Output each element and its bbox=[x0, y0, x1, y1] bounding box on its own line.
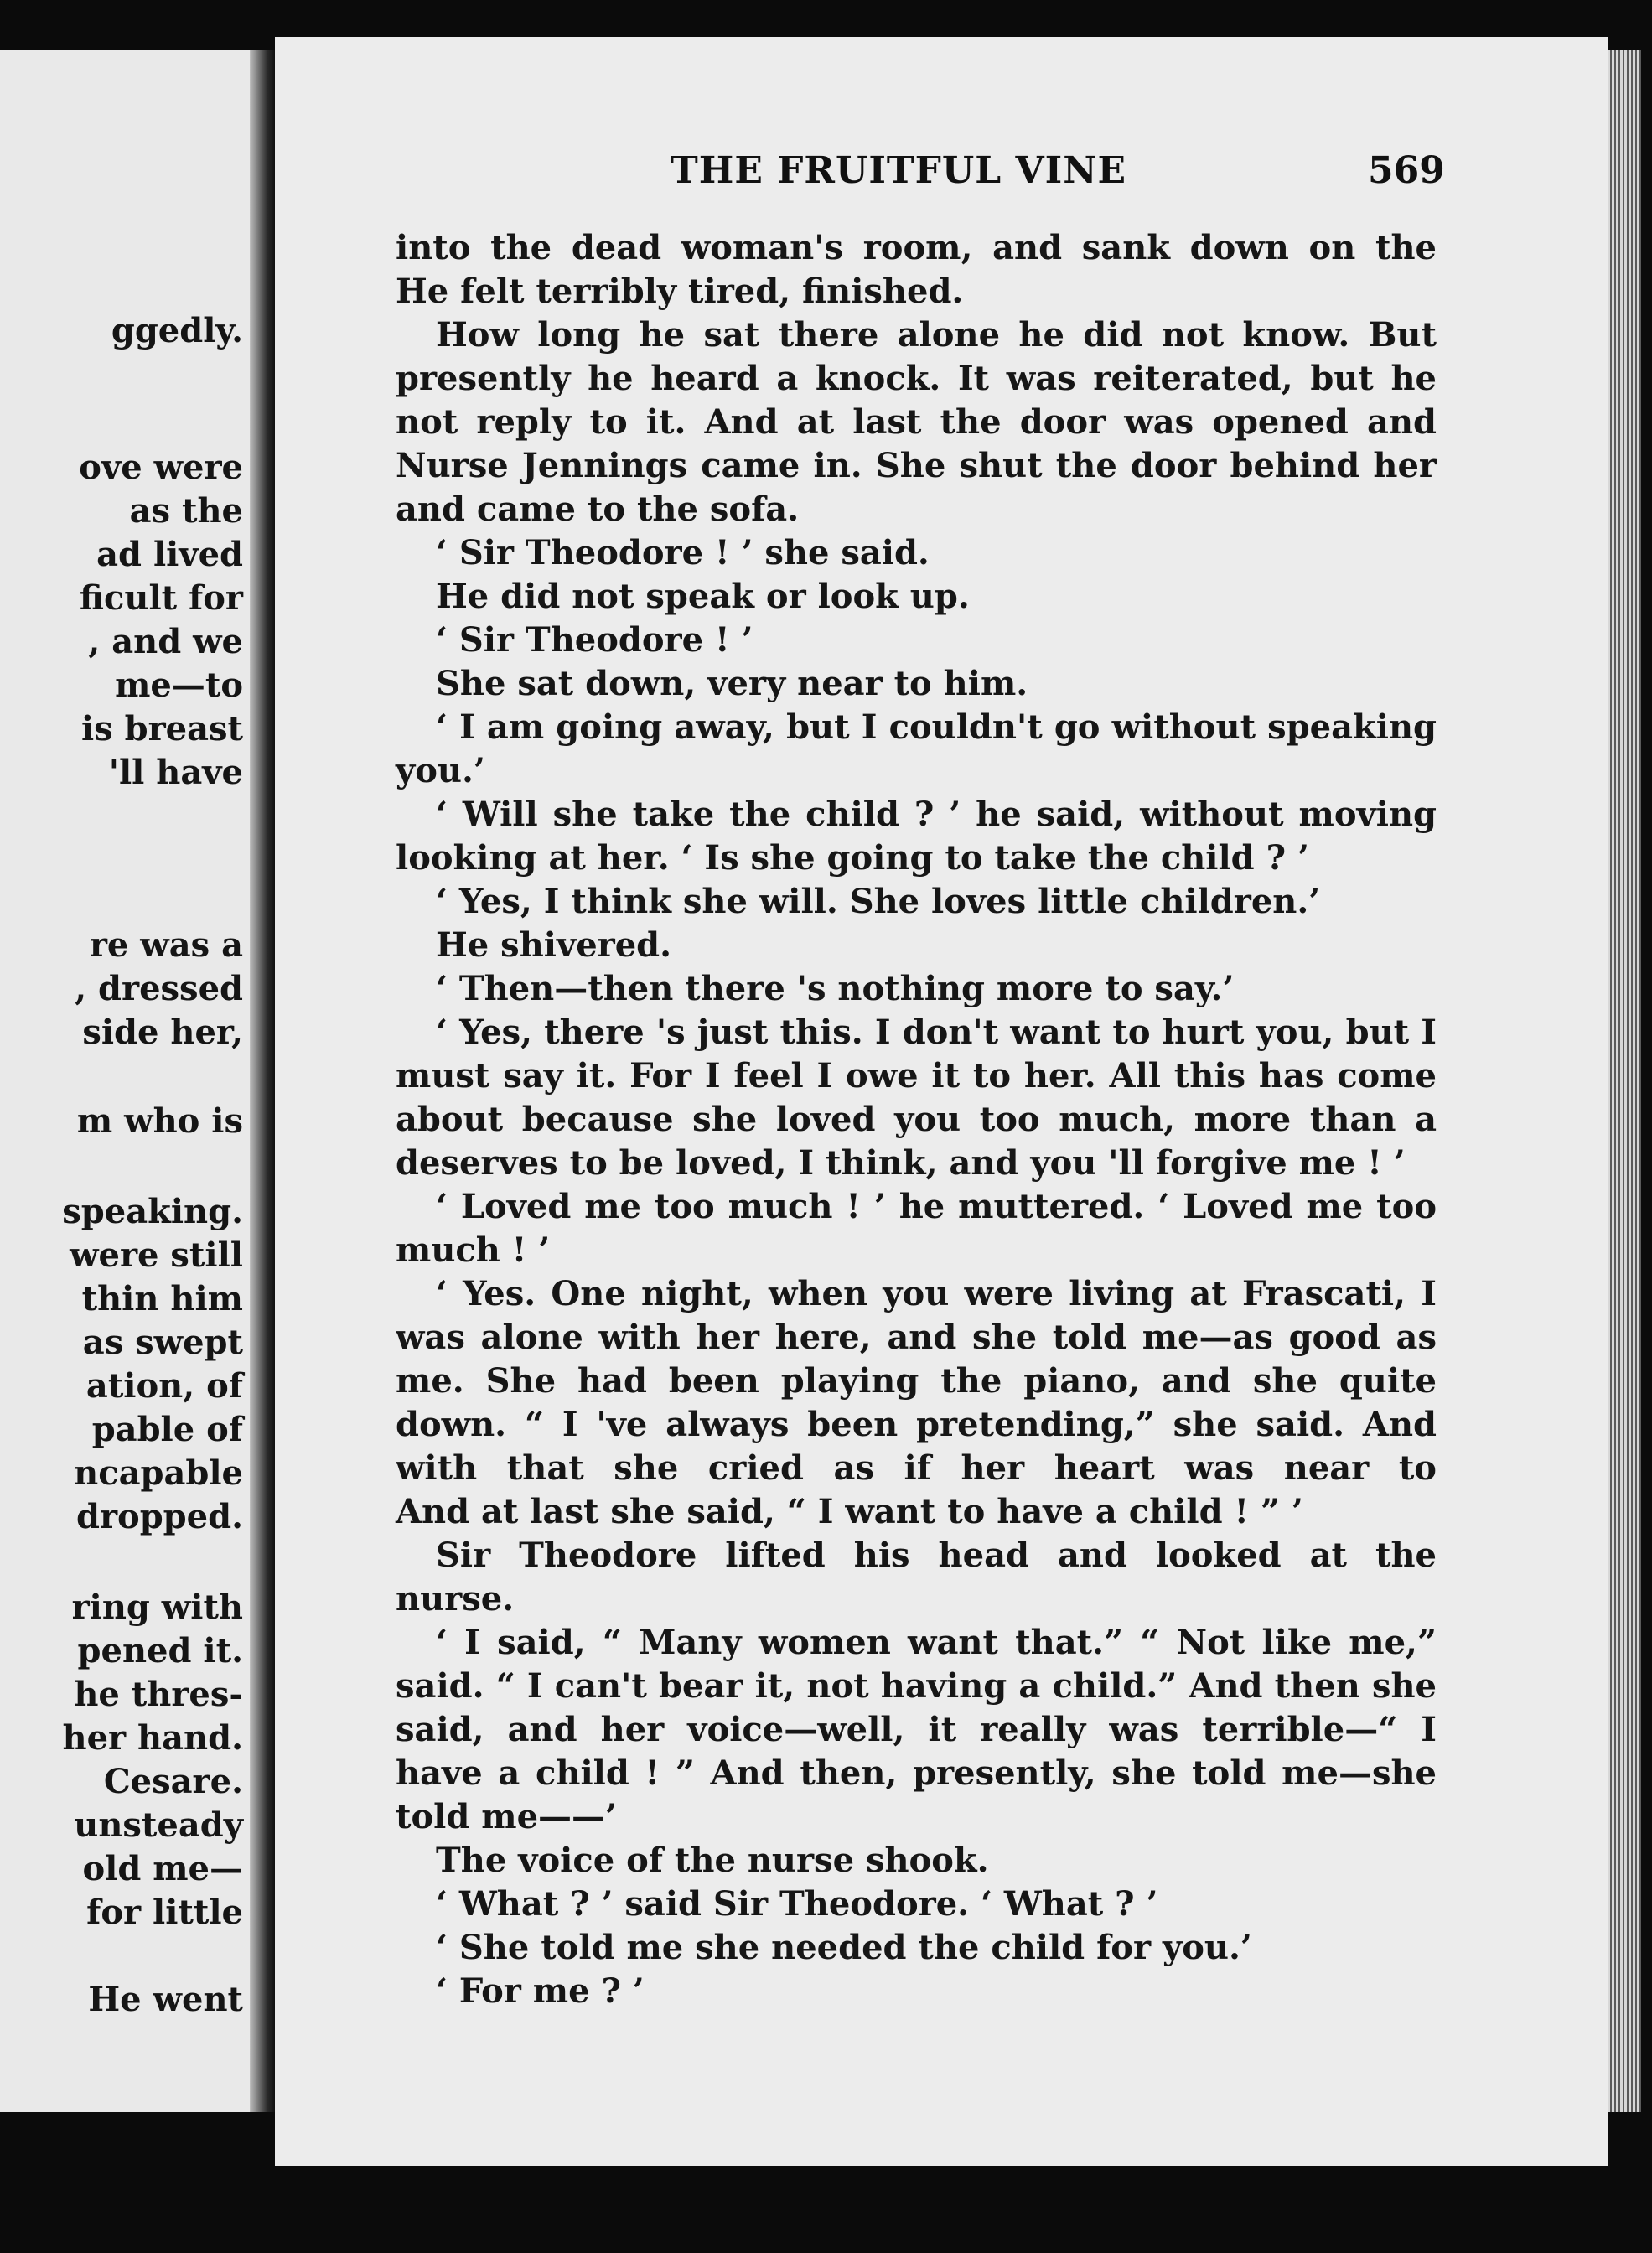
left-page-line: ad lived bbox=[96, 535, 243, 574]
text-line: presently he heard a knock. It was reiterated, but he bbox=[396, 359, 1437, 398]
left-page-line: as the bbox=[129, 491, 243, 531]
text-line: deserves to be loved, I think, and you 'll forgive me ! ’ bbox=[396, 1143, 1406, 1183]
text-line: looking at her. ‘ Is she going to take the child ? ’ bbox=[396, 838, 1309, 878]
text-line: ‘ What ? ’ said Sir Theodore. ‘ What ? ’ bbox=[436, 1884, 1158, 1924]
text-line: He shivered. bbox=[436, 925, 672, 965]
text-line: He felt terribly tired, finished. bbox=[396, 272, 964, 311]
left-page-line: ation, of bbox=[85, 1366, 243, 1406]
left-page-line: as swept bbox=[82, 1323, 243, 1362]
running-head: THE FRUITFUL VINE bbox=[671, 149, 1127, 192]
text-line: you.’ bbox=[396, 751, 485, 790]
text-line: ‘ She told me she needed the child for you.’ bbox=[436, 1928, 1252, 1967]
left-page-line: speaking. bbox=[62, 1192, 243, 1231]
left-page-line: re was a bbox=[89, 925, 243, 965]
left-page-line: ring with bbox=[71, 1587, 243, 1627]
left-page-line: pable of bbox=[91, 1410, 243, 1449]
text-line: ‘ Will she take the child ? ’ he said, without moving bbox=[436, 795, 1437, 834]
text-line: was alone with her here, and she told me—as good as bbox=[396, 1318, 1437, 1357]
left-page-line: , dressed bbox=[75, 969, 243, 1008]
left-page-line: pened it. bbox=[77, 1631, 243, 1670]
text-line: ‘ Yes. One night, when you were living at Frascati, I bbox=[436, 1274, 1437, 1313]
text-line: The voice of the nurse shook. bbox=[436, 1841, 989, 1880]
text-line: must say it. For I feel I owe it to her. All this has come bbox=[396, 1056, 1437, 1095]
text-line: ‘ Sir Theodore ! ’ bbox=[436, 620, 753, 660]
left-page-line: for little bbox=[86, 1893, 243, 1932]
text-line: ‘ Yes, there 's just this. I don't want to hurt you, but I bbox=[436, 1013, 1437, 1052]
text-line: about because she loved you too much, more than a bbox=[396, 1100, 1437, 1139]
text-line: Sir Theodore lifted his head and looked at the bbox=[436, 1536, 1437, 1575]
page-number: 569 bbox=[1368, 149, 1445, 192]
text-line: ‘ Sir Theodore ! ’ she said. bbox=[436, 533, 930, 572]
left-page-line: old me— bbox=[82, 1849, 243, 1888]
left-page-line: ove were bbox=[79, 448, 243, 487]
left-page-line: ncapable bbox=[74, 1453, 243, 1493]
page-edge bbox=[1608, 50, 1641, 2112]
left-page-line: unsteady bbox=[74, 1805, 243, 1845]
text-line: ‘ I am going away, but I couldn't go without speaking bbox=[436, 707, 1437, 747]
left-page bbox=[0, 50, 250, 2112]
left-page-line: thin him bbox=[81, 1279, 243, 1318]
text-line: and came to the sofa. bbox=[396, 489, 800, 529]
text-line: How long he sat there alone he did not know. But bbox=[436, 315, 1437, 355]
text-line: said, and her voice—well, it really was terrible—“ I bbox=[396, 1710, 1437, 1749]
text-line: me. She had been playing the piano, and she quite bbox=[396, 1361, 1437, 1401]
text-line: ‘ Then—then there 's nothing more to say.’ bbox=[436, 969, 1235, 1008]
text-line: ‘ I said, “ Many women want that.” “ Not like me,” bbox=[436, 1623, 1437, 1662]
text-line: have a child ! ” And then, presently, she told me—she bbox=[396, 1753, 1437, 1793]
left-page-line: were still bbox=[70, 1235, 243, 1275]
left-page-line: m who is bbox=[76, 1101, 243, 1141]
left-page-line: ggedly. bbox=[111, 311, 243, 350]
text-line: told me——’ bbox=[396, 1797, 617, 1836]
text-line: down. “ I 've always been pretending,” she said. And bbox=[396, 1405, 1437, 1444]
text-line: much ! ’ bbox=[396, 1230, 551, 1270]
text-line: with that she cried as if her heart was near to bbox=[396, 1448, 1437, 1488]
text-line: into the dead woman's room, and sank down on the bbox=[396, 228, 1437, 267]
left-page-line: side her, bbox=[82, 1013, 243, 1052]
left-page-line: is breast bbox=[80, 709, 243, 748]
text-line: ‘ For me ? ’ bbox=[436, 1971, 645, 2011]
left-page-line: me—to bbox=[115, 666, 243, 705]
text-line: said. “ I can't bear it, not having a child.” And then she bbox=[396, 1666, 1437, 1706]
text-line: He did not speak or look up. bbox=[436, 577, 970, 616]
book-gutter bbox=[250, 50, 275, 2112]
text-line: not reply to it. And at last the door was opened and bbox=[396, 402, 1437, 442]
text-line: ‘ Yes, I think she will. She loves little children.’ bbox=[436, 882, 1321, 921]
left-page-line: her hand. bbox=[62, 1718, 243, 1758]
left-page-line: dropped. bbox=[75, 1497, 243, 1536]
text-line: nurse. bbox=[396, 1579, 515, 1619]
left-page-line: 'll have bbox=[108, 753, 243, 792]
body-text bbox=[396, 226, 1437, 2013]
text-line: And at last she said, “ I want to have a child ! ” ’ bbox=[396, 1492, 1303, 1531]
text-line: She sat down, very near to him. bbox=[436, 664, 1028, 703]
left-page-line: , and we bbox=[88, 622, 243, 661]
left-page-line: ficult for bbox=[79, 578, 243, 618]
text-line: ‘ Loved me too much ! ’ he muttered. ‘ Loved me too bbox=[436, 1187, 1437, 1226]
text-line: Nurse Jennings came in. She shut the door behind her bbox=[396, 446, 1437, 485]
left-page-line: He went bbox=[88, 1980, 243, 2019]
left-page-line: he thres- bbox=[74, 1675, 243, 1714]
left-page-line: Cesare. bbox=[103, 1762, 243, 1801]
